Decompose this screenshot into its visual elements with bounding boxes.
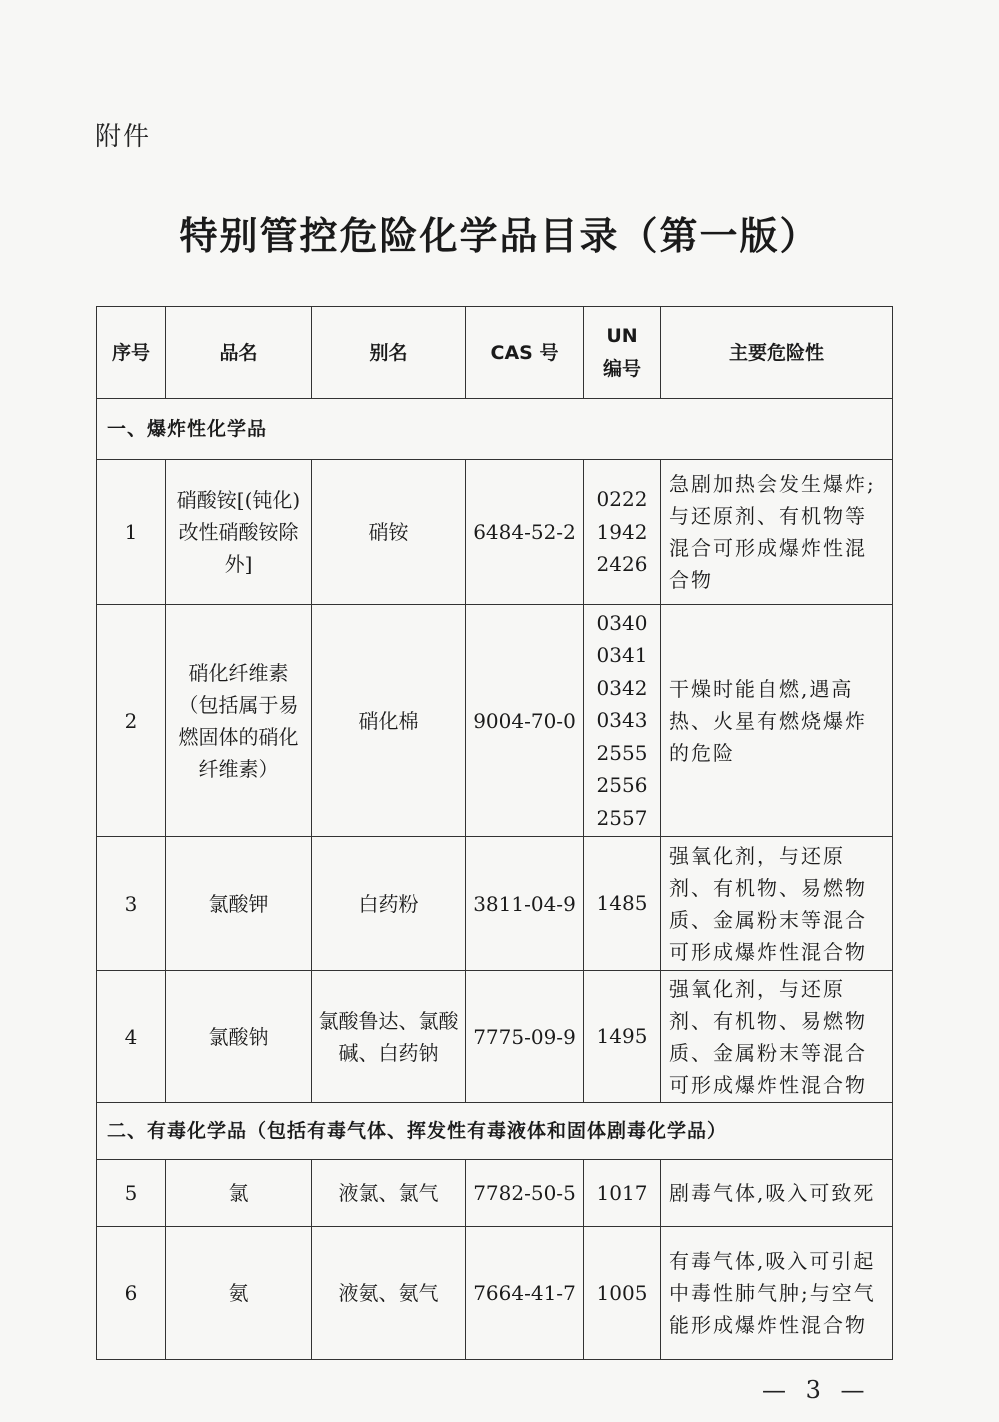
table-header-row: [97, 307, 893, 399]
cell-name: 硝化纤维素（包括属于易燃固体的硝化纤维素）: [166, 605, 312, 837]
cell-un: [584, 1160, 661, 1227]
cell-name: 氯酸钠: [166, 971, 312, 1103]
cell-index: 1: [97, 460, 166, 605]
table-row: [97, 1227, 893, 1360]
cell-hazard: 干燥时能自燃,遇高热、火星有燃烧爆炸的危险: [661, 605, 893, 837]
section-title: 二、有毒化学品（包括有毒气体、挥发性有毒液体和固体剧毒化学品）: [97, 1103, 893, 1160]
table-row: [97, 605, 893, 837]
cell-un: [584, 971, 661, 1103]
cell-name: 硝酸铵[(钝化)改性硝酸铵除外]: [166, 460, 312, 605]
table-row: [97, 1160, 893, 1227]
cell-index: 2: [97, 605, 166, 837]
cell-hazard: 急剧加热会发生爆炸;与还原剂、有机物等混合可形成爆炸性混合物: [661, 460, 893, 605]
cell-un: [584, 460, 661, 605]
cell-alias: 液氨、氨气: [312, 1227, 466, 1360]
cell-index: 3: [97, 837, 166, 971]
cell-name: 氯酸钾: [166, 837, 312, 971]
header-un-line2: 编号: [602, 357, 641, 380]
un-code: 1485: [596, 891, 648, 916]
cell-index: 4: [97, 971, 166, 1103]
un-code: 2426: [596, 552, 648, 577]
cell-cas: 6484-52-2: [466, 460, 584, 605]
un-code: 0340: [596, 610, 648, 635]
cell-cas: 3811-04-9: [466, 837, 584, 971]
cell-name: 氨: [166, 1227, 312, 1360]
un-code: 1942: [596, 519, 648, 544]
un-code: 2555: [596, 740, 648, 765]
cell-hazard: 剧毒气体,吸入可致死: [661, 1160, 893, 1227]
cell-cas: 7782-50-5: [466, 1160, 584, 1227]
cell-alias: 硝铵: [312, 460, 466, 605]
cell-alias: 氯酸鲁达、氯酸碱、白药钠: [312, 971, 466, 1103]
cell-hazard: 强氧化剂，与还原剂、有机物、易燃物质、金属粉末等混合可形成爆炸性混合物: [661, 971, 893, 1103]
cell-cas: 9004-70-0: [466, 605, 584, 837]
cell-alias: 液氯、氯气: [312, 1160, 466, 1227]
cell-un: [584, 837, 661, 971]
cell-name: 氯: [166, 1160, 312, 1227]
cell-index: 5: [97, 1160, 166, 1227]
attachment-label: 附件: [95, 122, 152, 152]
un-code: 0341: [596, 643, 648, 668]
un-code: 2557: [596, 805, 648, 830]
header-name: 品名: [166, 307, 312, 399]
table-row: [97, 837, 893, 971]
chemicals-table: [96, 306, 893, 1360]
header-un-line1: UN: [606, 325, 638, 347]
cell-hazard: 强氧化剂，与还原剂、有机物、易燃物质、金属粉末等混合可形成爆炸性混合物: [661, 837, 893, 971]
section-title: 一、爆炸性化学品: [97, 399, 893, 460]
un-code: 0222: [596, 487, 648, 512]
header-cas: CAS 号: [466, 307, 584, 399]
cell-cas: 7775-09-9: [466, 971, 584, 1103]
header-hazard: 主要危险性: [661, 307, 893, 399]
cell-index: 6: [97, 1227, 166, 1360]
table-row: [97, 460, 893, 605]
cell-hazard: 有毒气体,吸入可引起中毒性肺气肿;与空气能形成爆炸性混合物: [661, 1227, 893, 1360]
table-row: [97, 971, 893, 1103]
header-un: [584, 307, 661, 399]
header-index: 序号: [97, 307, 166, 399]
cell-alias: 硝化棉: [312, 605, 466, 837]
un-code: 2556: [596, 773, 648, 798]
section-row: [97, 399, 893, 460]
un-code: 1017: [596, 1180, 648, 1205]
cell-alias: 白药粉: [312, 837, 466, 971]
un-code: 0342: [596, 675, 648, 700]
cell-cas: 7664-41-7: [466, 1227, 584, 1360]
document-title: 特别管控危险化学品目录（第一版）: [179, 214, 820, 258]
cell-un: [584, 605, 661, 837]
page-number: — 3 —: [762, 1376, 871, 1404]
header-alias: 别名: [312, 307, 466, 399]
un-code: 0343: [596, 708, 648, 733]
cell-un: [584, 1227, 661, 1360]
un-code: 1005: [596, 1280, 648, 1305]
section-row: [97, 1103, 893, 1160]
un-code: 1495: [596, 1024, 648, 1049]
